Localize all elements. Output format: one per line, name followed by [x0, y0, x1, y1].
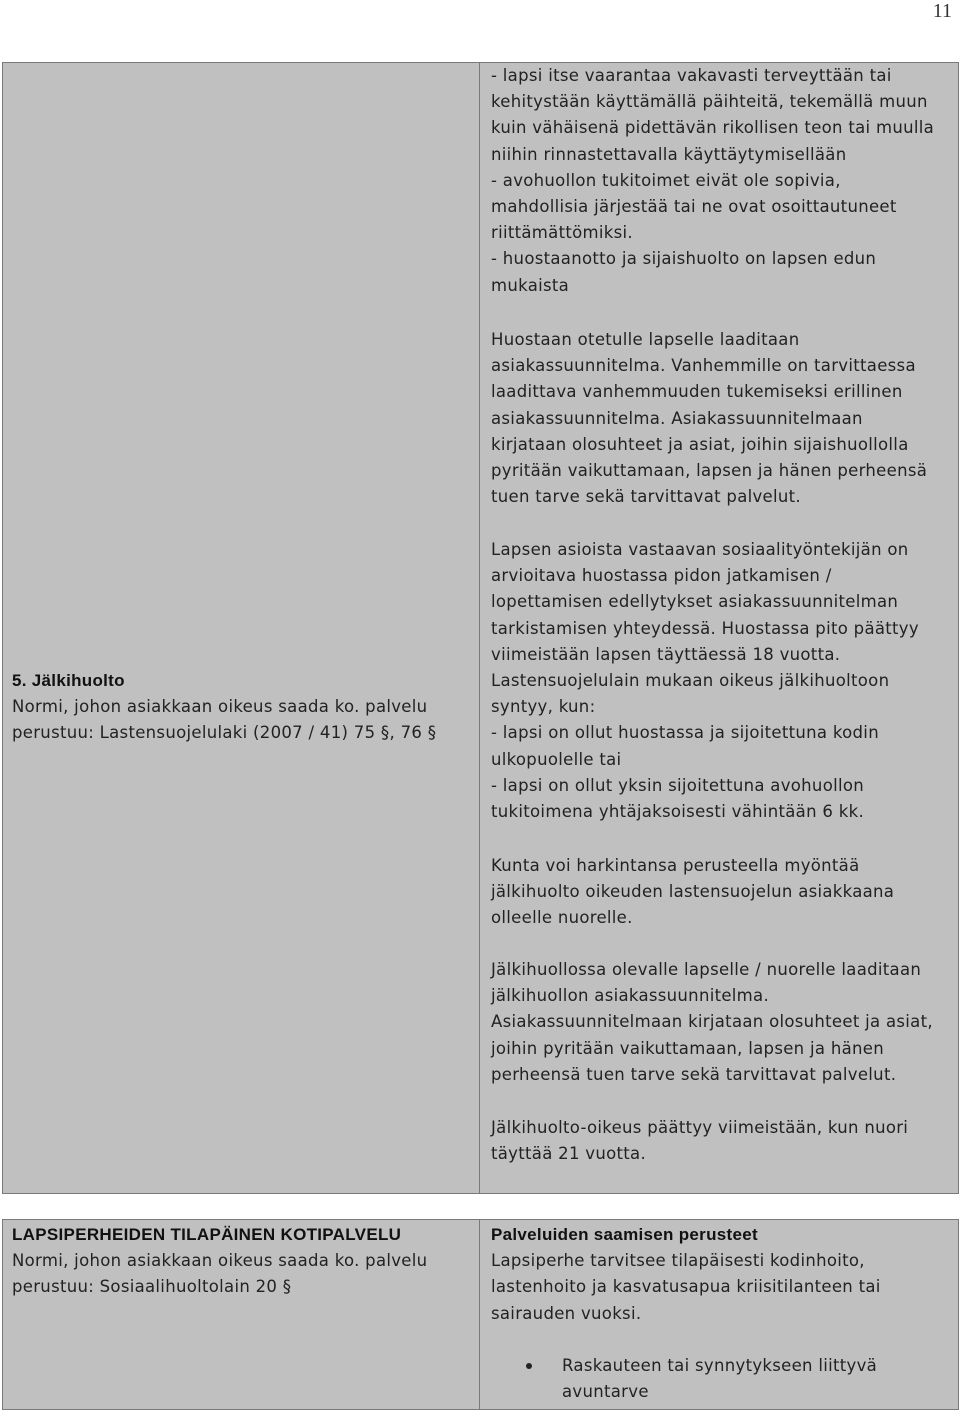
- text-line: jälkihuollon asiakassuunnitelma.: [491, 986, 770, 1006]
- text-line: Lastensuojelulain mukaan oikeus jälkihuoltoon: [491, 671, 890, 691]
- kotipalvelu-norm-line: perustuu: Sosiaalihuoltolain 20 §: [12, 1277, 292, 1297]
- text-line: - lapsi on ollut huostassa ja sijoitettuna kodin: [491, 723, 879, 743]
- section5-paragraph: [491, 327, 927, 510]
- kotipalvelu-bullet-item: [562, 1353, 877, 1405]
- kotipalvelu-left-text: [12, 1222, 427, 1301]
- text-line: kehitystään käyttämällä päihteitä, tekemällä muun: [491, 92, 928, 112]
- text-line: kuin vähäisenä pidettävän rikollisen teon tai muulla: [491, 118, 935, 138]
- section5-paragraph: [491, 63, 934, 299]
- text-line: - lapsi on ollut yksin sijoitettuna avohuollon: [491, 775, 865, 795]
- text-line: asiakassuunnitelma. Asiakassuunnitelmaan: [491, 408, 863, 428]
- text-line: jälkihuolto oikeuden lastensuojelun asiakkaana: [491, 882, 895, 902]
- text-line: kirjataan olosuhteet ja asiat, joihin sijaishuollolla: [491, 434, 909, 454]
- section5-paragraph: [491, 1115, 908, 1167]
- section5-paragraph: [491, 853, 894, 932]
- text-line: tarkistamisen yhteydessä. Huostassa pito päättyy: [491, 618, 919, 638]
- text-line: - lapsi itse vaarantaa vakavasti terveyttään tai: [491, 66, 892, 85]
- text-line: laadittava vanhemmuuden tukemiseksi erillinen: [491, 382, 903, 402]
- text-line: viimeistään lapsen täyttäessä 18 vuotta.: [491, 644, 841, 664]
- text-line: perheensä tuen tarve sekä tarvittavat palvelut.: [491, 1064, 897, 1084]
- text-line: mukaista: [491, 275, 570, 295]
- text-line: Lapsiperhe tarvitsee tilapäisesti kodinhoito,: [491, 1251, 865, 1271]
- text-line: avuntarve: [562, 1382, 649, 1402]
- text-line: tukitoimena yhtäjaksoisesti vähintään 6 kk.: [491, 802, 864, 822]
- text-line: syntyy, kun:: [491, 697, 596, 717]
- text-line: joihin pyritään vaikuttamaan, lapsen ja hänen: [491, 1038, 884, 1058]
- section5-paragraph: [491, 957, 933, 1088]
- text-line: tuen tarve sekä tarvittavat palvelut.: [491, 487, 801, 507]
- text-line: lastenhoito ja kasvatusapua kriisitilanteen tai: [491, 1277, 881, 1297]
- section5-norm-line: perustuu: Lastensuojelulaki (2007 / 41) 75 §, 76 §: [12, 723, 437, 743]
- text-line: olleelle nuorelle.: [491, 908, 633, 928]
- text-line: riittämättömiksi.: [491, 223, 633, 243]
- text-line: mahdollisia järjestää tai ne ovat osoittautuneet: [491, 197, 897, 217]
- text-line: Jälkihuollossa olevalle lapselle / nuorelle laaditaan: [491, 960, 922, 979]
- kotipalvelu-norm-line: Normi, johon asiakkaan oikeus saada ko. palvelu: [12, 1251, 428, 1271]
- text-line: ulkopuolelle tai: [491, 749, 622, 769]
- page-number: 11: [932, 0, 952, 22]
- section5-left-text: [12, 668, 436, 747]
- text-line: asiakassuunnitelma. Vanhemmille on tarvittaessa: [491, 356, 916, 376]
- text-line: arvioitava huostassa pidon jatkamisen /: [491, 566, 832, 586]
- text-line: Raskauteen tai synnytykseen liittyvä: [562, 1356, 878, 1375]
- text-line: Jälkihuolto-oikeus päättyy viimeistään, kun nuori: [491, 1118, 909, 1137]
- kotipalvelu-heading: LAPSIPERHEIDEN TILAPÄINEN KOTIPALVELU: [12, 1225, 402, 1244]
- text-line: Huostaan otetulle lapselle laaditaan: [491, 330, 800, 349]
- section5-norm-line: Normi, johon asiakkaan oikeus saada ko. palvelu: [12, 697, 428, 717]
- text-line: sairauden vuoksi.: [491, 1303, 642, 1323]
- text-line: niihin rinnastettavalla käyttäytymisellään: [491, 144, 847, 164]
- text-line: - huostaanotto ja sijaishuolto on lapsen edun: [491, 249, 877, 269]
- kotipalvelu-right-text: [491, 1222, 881, 1327]
- section5-paragraph: [491, 537, 919, 825]
- text-line: Lapsen asioista vastaavan sosiaalityöntekijän on: [491, 540, 909, 559]
- text-line: Asiakassuunnitelmaan kirjataan olosuhteet ja asiat,: [491, 1012, 933, 1032]
- text-line: Kunta voi harkintansa perusteella myöntää: [491, 856, 860, 875]
- text-line: - avohuollon tukitoimet eivät ole sopivia,: [491, 170, 841, 190]
- bullet-icon: [526, 1363, 532, 1369]
- section5-heading: 5. Jälkihuolto: [12, 671, 125, 690]
- kotipalvelu-right-heading: Palveluiden saamisen perusteet: [491, 1225, 758, 1244]
- text-line: pyritään vaikuttamaan, lapsen ja hänen perheensä: [491, 461, 928, 481]
- text-line: täyttää 21 vuotta.: [491, 1144, 647, 1164]
- text-line: lopettamisen edellytykset asiakassuunnitelman: [491, 592, 899, 612]
- section5-left-cell: [2, 62, 480, 1194]
